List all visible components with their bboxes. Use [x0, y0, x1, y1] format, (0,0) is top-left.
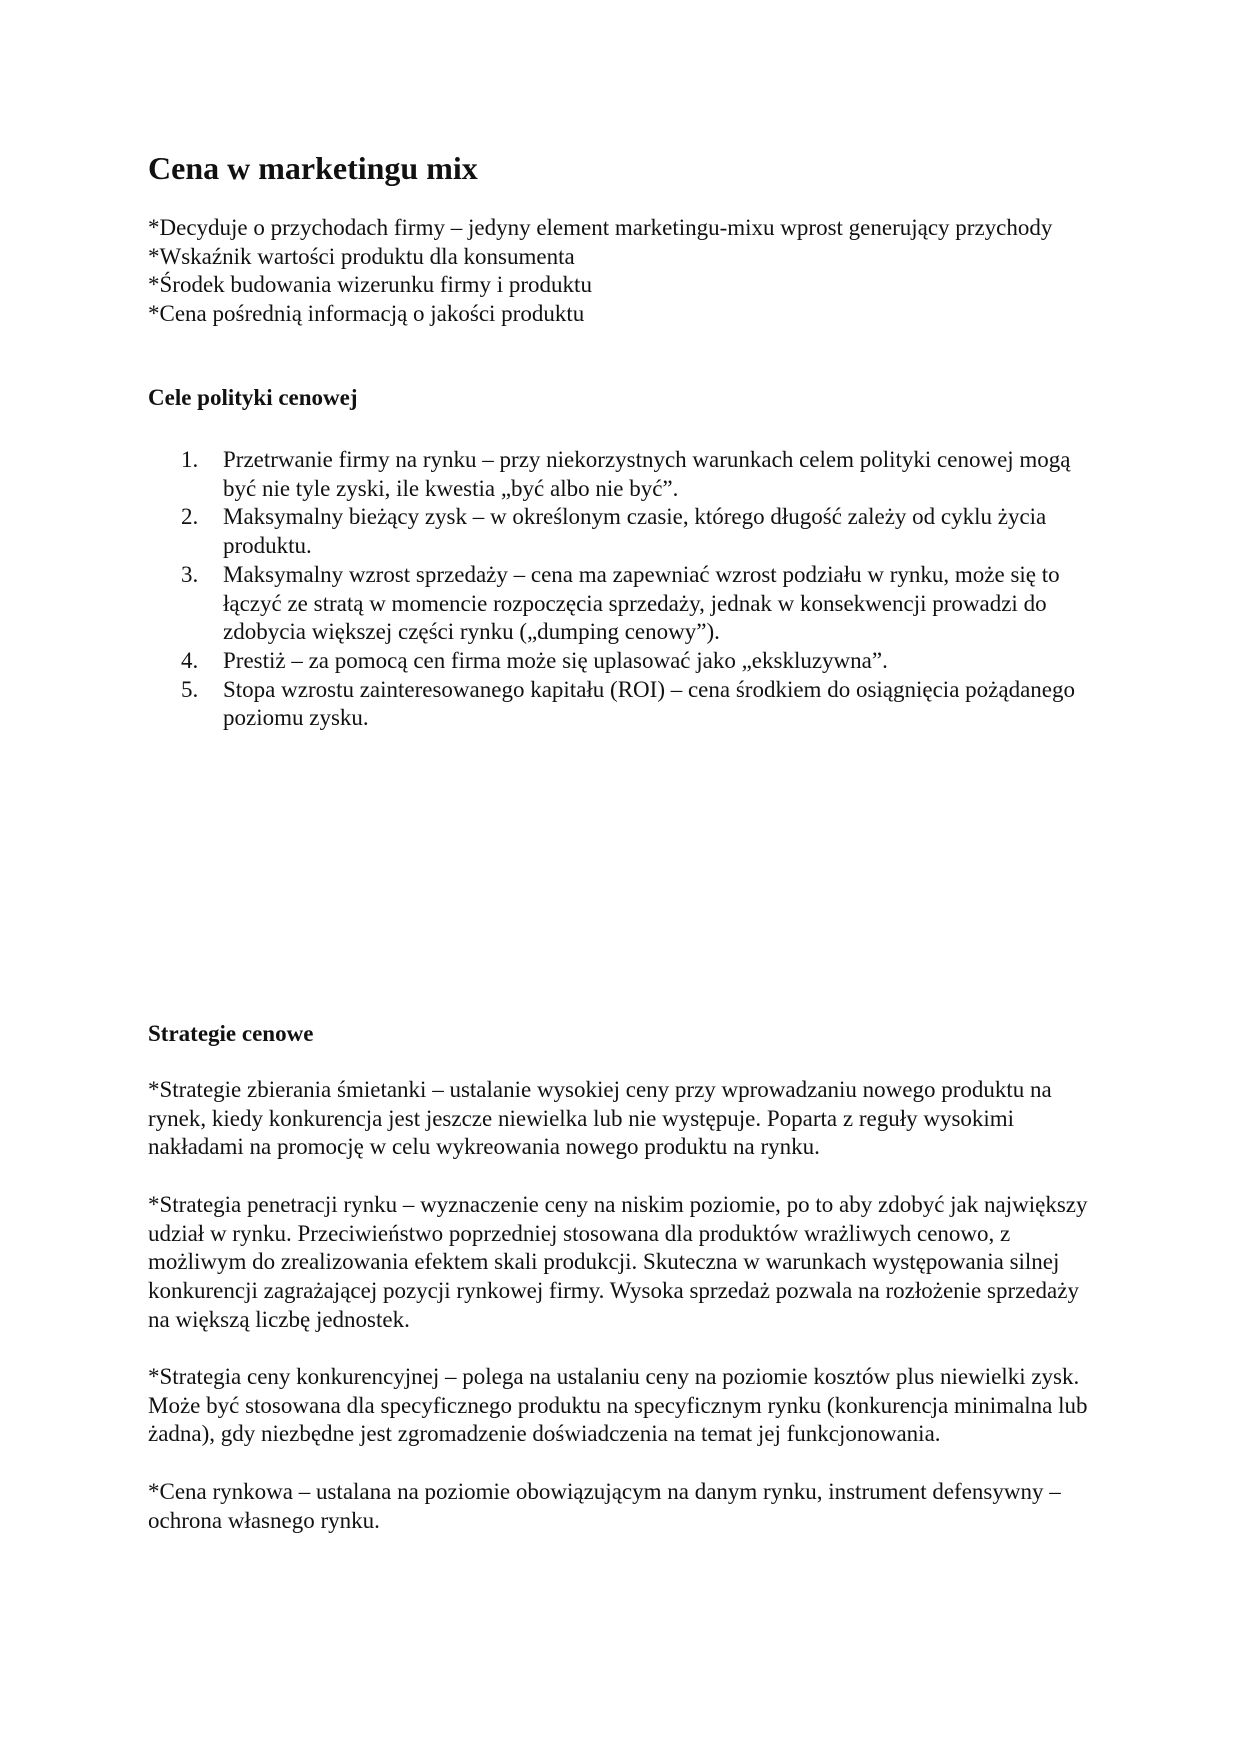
- strategy-paragraph: *Strategie zbierania śmietanki – ustalanie wysokiej ceny przy wprowadzaniu nowego produktu na rynek, kiedy konkurencja jest jeszcze niewielka lub nie występuje. Poparta z reguły wysokimi nakładami na promocję w celu wykreowania nowego produktu na rynku.: [148, 1077, 1052, 1160]
- goal-text: Przetrwanie firmy na rynku – przy niekorzystnych warunkach celem polityki cenowej mogą być nie tyle zyski, ile kwestia „być albo nie być”.: [223, 447, 1071, 501]
- goal-text: Maksymalny bieżący zysk – w określonym czasie, którego długość zależy od cyklu życia produktu.: [223, 504, 1047, 559]
- goal-number: 3.: [181, 561, 199, 587]
- strategies-section: [148, 1076, 1088, 1564]
- goal-text: Prestiż – za pomocą cen firma może się uplasować jako „ekskluzywna”.: [223, 647, 888, 673]
- intro-item: *Cena pośrednią informacją o jakości produktu: [148, 301, 585, 327]
- goal-number: 4.: [181, 647, 199, 673]
- strategies-heading: Strategie cenowe: [148, 1021, 314, 1046]
- goal-item: [148, 561, 1088, 647]
- goal-item: [148, 503, 1088, 560]
- intro-list: [148, 214, 1088, 329]
- goal-number: 2.: [181, 504, 199, 530]
- goal-number: 5.: [181, 676, 199, 702]
- goal-text: Stopa wzrostu zainteresowanego kapitału (ROI) – cena środkiem do osiągnięcia pożądanego poziomu zysku.: [223, 676, 1075, 731]
- strategy-paragraph: *Strategia penetracji rynku – wyznaczenie ceny na niskim poziomie, po to aby zdobyć jak największy udział w rynku. Przeciwieństwo poprzedniej stosowana dla produktów wrażliwych cenowo, z możliwym do zrealizowania efektem skali produkcji. Skuteczna w warunkach występowania silnej konkurencji zagrażającej pozycji rynkowej firmy. Wysoka sprzedaż pozwala na rozłożenie sprzedaży na większą liczbę jednostek.: [148, 1191, 1088, 1332]
- intro-item: *Decyduje o przychodach firmy – jedyny element marketingu-mixu wprost generujący przychody: [148, 215, 1053, 240]
- goal-item: [148, 676, 1088, 733]
- goals-list: [148, 446, 1088, 733]
- goals-heading: Cele polityki cenowej: [148, 385, 358, 410]
- goal-number: 1.: [181, 447, 199, 472]
- document-page: [148, 0, 1088, 1754]
- intro-item: *Wskaźnik wartości produktu dla konsumenta: [148, 243, 575, 269]
- goal-item: [148, 647, 1088, 676]
- document-title: Cena w marketingu mix: [148, 150, 478, 186]
- intro-item: *Środek budowania wizerunku firmy i produktu: [148, 272, 592, 298]
- goal-text: Maksymalny wzrost sprzedaży – cena ma zapewniać wzrost podziału w rynku, może się to łączyć ze stratą w momencie rozpoczęcia sprzedaży, jednak w konsekwencji prowadzi do zdobycia większej części rynku („dumping cenowy”).: [223, 561, 1060, 645]
- goal-item: [148, 446, 1088, 503]
- strategy-paragraph: *Cena rynkowa – ustalana na poziomie obowiązującym na danym rynku, instrument defensywny – ochrona własnego rynku.: [148, 1478, 1061, 1533]
- strategy-paragraph: *Strategia ceny konkurencyjnej – polega na ustalaniu ceny na poziomie kosztów plus niewielki zysk. Może być stosowana dla specyficznego produktu na specyficznym rynku (konkurencja minimalna lub żadna), gdy niezbędne jest zgromadzenie doświadczenia na temat jej funkcjonowania.: [148, 1364, 1088, 1447]
